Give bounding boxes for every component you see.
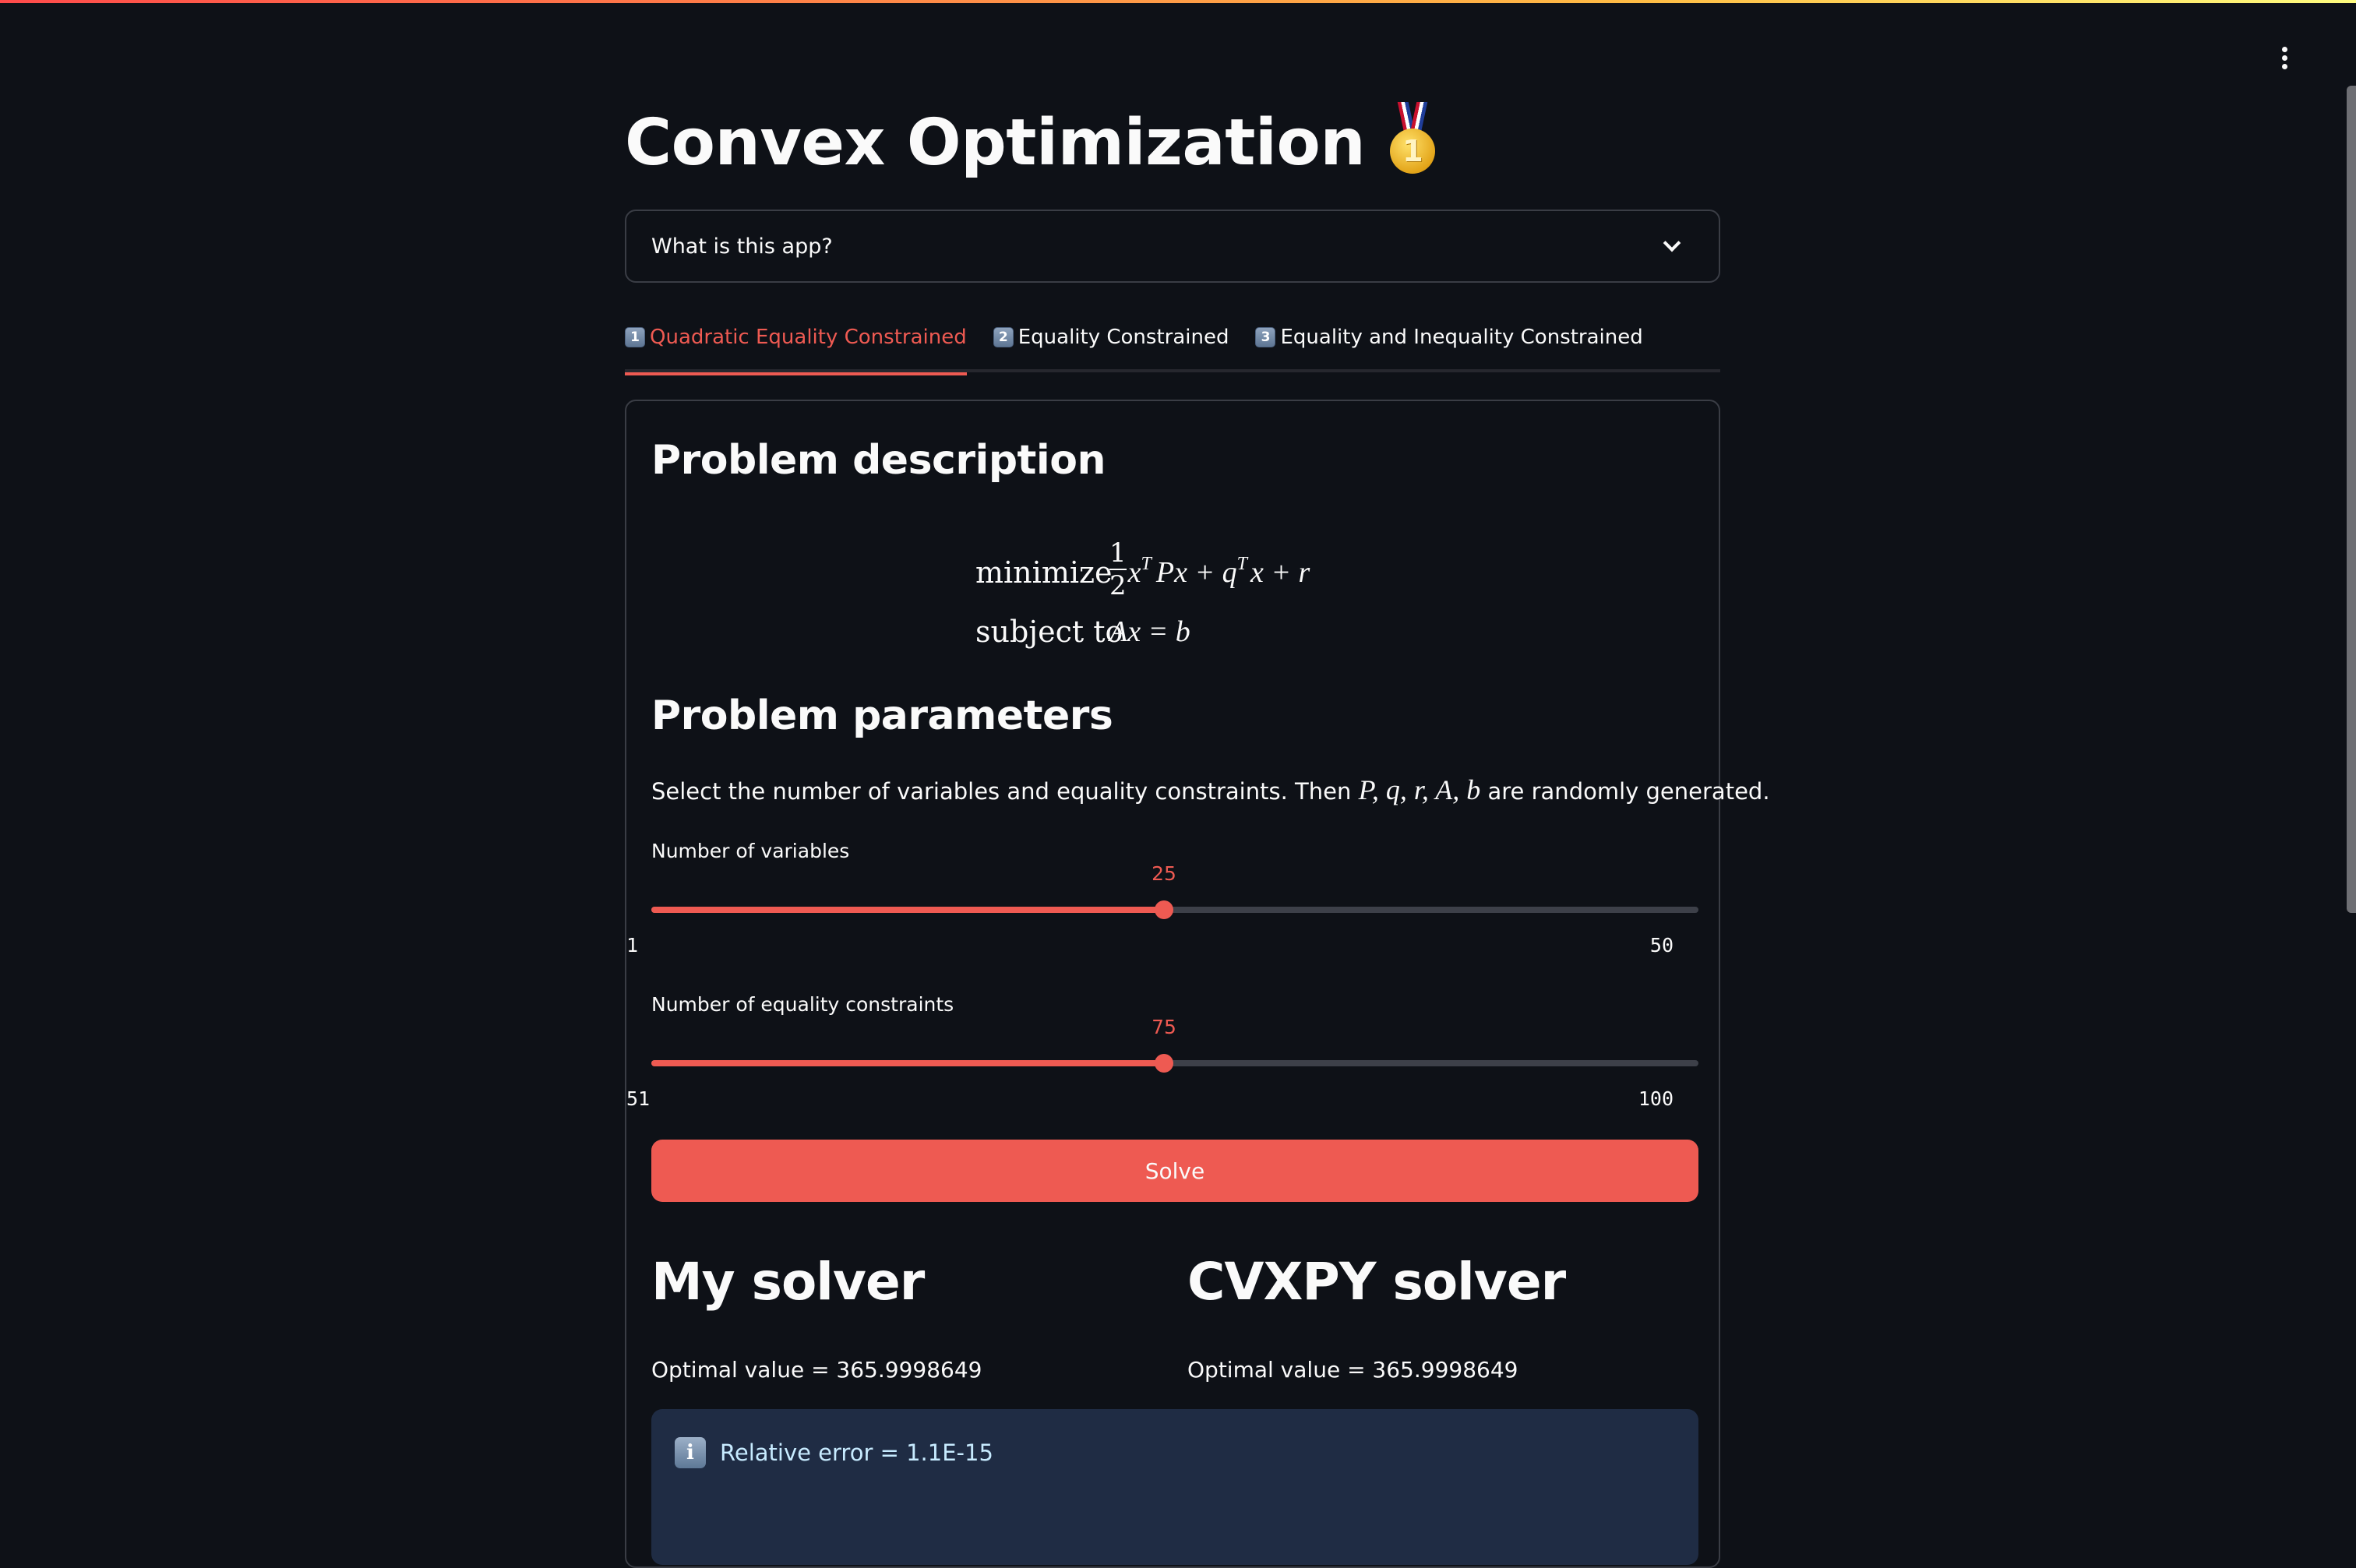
tab-quadratic-equality-constrained[interactable] — [625, 319, 967, 372]
math-transpose: T — [1236, 553, 1247, 574]
description-text: Select the number of variables and equality constraints. Then — [651, 778, 1359, 805]
tab-label: Equality and Inequality Constrained — [1280, 326, 1643, 349]
slider-value: 25 — [1152, 862, 1176, 885]
fraction-denominator: 2 — [1109, 570, 1127, 601]
solve-button[interactable]: Solve — [651, 1140, 1698, 1202]
slider-value: 75 — [1152, 1016, 1176, 1038]
expander-label: What is this app? — [651, 234, 833, 259]
constraints-slider-range — [626, 1087, 1674, 1110]
relative-error-text: Relative error = 1.1E-15 — [720, 1439, 993, 1466]
math-x-plus-r: x + r — [1250, 556, 1310, 589]
vertical-ellipsis-icon-dot — [2282, 55, 2287, 61]
slider-fill — [651, 1060, 1164, 1066]
variables-slider[interactable] — [651, 862, 1698, 925]
parameters-description — [651, 773, 1770, 806]
cvxpy-solver-optimal-value: Optimal value = 365.9998649 — [1187, 1357, 1518, 1383]
variables-slider-label: Number of variables — [651, 840, 850, 862]
tab-label: Quadratic Equality Constrained — [650, 326, 967, 349]
problem-description-section — [651, 437, 1698, 484]
description-text: are randomly generated. — [1480, 778, 1770, 805]
slider-max: 50 — [1649, 934, 1674, 957]
math-px-plus-q: Px + q — [1155, 556, 1237, 589]
problem-parameters-section — [651, 692, 1698, 739]
slider-fill — [651, 907, 1164, 913]
relative-error-alert — [651, 1409, 1698, 1565]
top-decoration-bar — [0, 0, 2356, 3]
math-transpose: T — [1141, 553, 1152, 574]
tab-panel-container — [625, 400, 1770, 1568]
my-solver-heading: My solver — [651, 1252, 925, 1312]
variables-slider-range — [626, 934, 1674, 957]
page-title-text: Convex Optimization — [625, 105, 1366, 180]
slider-max: 100 — [1638, 1087, 1674, 1110]
information-icon: i — [675, 1437, 706, 1468]
constraints-slider[interactable] — [651, 1016, 1698, 1078]
vertical-ellipsis-icon-dot — [2282, 64, 2287, 69]
keycap-2-icon: 2 — [993, 327, 1014, 347]
constraint-expression: Ax = b — [1109, 615, 1190, 648]
fraction-numerator: 1 — [1109, 537, 1127, 569]
my-solver-column — [651, 1252, 1166, 1383]
problem-parameters-heading: Problem parameters — [651, 692, 1113, 739]
medal-icon: 1 — [1388, 102, 1437, 174]
math-x: x — [1127, 556, 1141, 589]
tab-equality-and-inequality-constrained[interactable] — [1255, 319, 1642, 372]
slider-min: 51 — [626, 1087, 651, 1110]
minimize-keyword: minimize — [975, 555, 1113, 590]
keycap-1-icon: 1 — [625, 327, 645, 347]
keycap-3-icon: 3 — [1255, 327, 1275, 347]
page-scrollbar[interactable] — [2347, 86, 2356, 913]
subject-to-keyword: subject to — [975, 615, 1123, 649]
problem-description-heading: Problem description — [651, 437, 1106, 484]
slider-thumb[interactable] — [1155, 900, 1173, 919]
tab-label: Equality Constrained — [1018, 326, 1229, 349]
tab-equality-constrained[interactable] — [993, 319, 1229, 372]
cvxpy-solver-heading: CVXPY solver — [1187, 1252, 1566, 1312]
chevron-down-icon — [1663, 234, 1681, 252]
description-math: P, q, r, A, b — [1358, 774, 1481, 805]
constraints-slider-label: Number of equality constraints — [651, 993, 954, 1016]
tab-bar — [625, 319, 1720, 372]
slider-min: 1 — [626, 934, 639, 957]
constraint-row — [975, 615, 1190, 649]
objective-row — [975, 537, 1310, 602]
what-is-this-app-expander[interactable] — [625, 210, 1720, 283]
slider-thumb[interactable] — [1155, 1054, 1173, 1073]
vertical-ellipsis-icon — [2282, 47, 2287, 52]
main-menu-button[interactable] — [2269, 42, 2300, 73]
one-half-fraction — [1109, 537, 1127, 601]
page-title — [625, 100, 1437, 185]
my-solver-optimal-value: Optimal value = 365.9998649 — [651, 1357, 982, 1383]
cvxpy-solver-column — [1187, 1252, 1702, 1383]
